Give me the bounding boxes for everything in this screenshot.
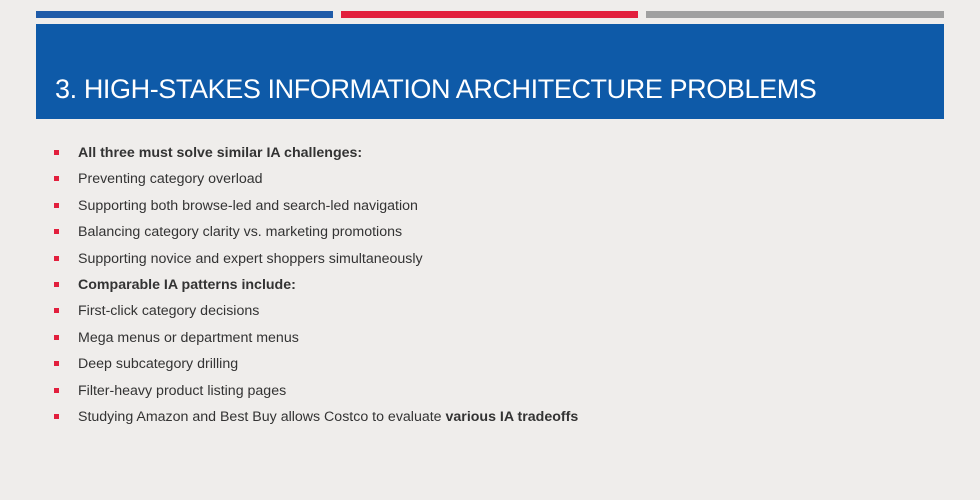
slide-title: 3. HIGH-STAKES INFORMATION ARCHITECTURE PROBLEMS — [55, 74, 817, 104]
bullet-square-icon — [54, 361, 59, 366]
bullet-text — [78, 407, 578, 427]
bullet-square-icon — [54, 256, 59, 261]
bullet-square-icon — [54, 176, 59, 181]
bullet-text: Balancing category clarity vs. marketing promotions — [78, 224, 403, 241]
bullet-text: Filter-heavy product listing pages — [78, 382, 287, 399]
list-item — [54, 381, 578, 407]
bullet-text-lead: Studying Amazon and Best Buy allows Costco to evaluate — [78, 408, 446, 425]
bullet-text: First-click category decisions — [78, 303, 260, 320]
accent-bar-gray — [646, 11, 944, 18]
bullet-text: Deep subcategory drilling — [78, 356, 239, 373]
bullet-text: Supporting both browse-led and search-led navigation — [78, 197, 418, 214]
bullet-text-emphasis: various IA tradeoffs — [445, 408, 579, 425]
bullet-square-icon — [54, 150, 59, 155]
list-item — [54, 249, 578, 275]
list-item — [54, 143, 578, 169]
list-item — [54, 275, 578, 301]
list-item — [54, 354, 578, 380]
bullet-square-icon — [54, 203, 59, 208]
bullet-text: Mega menus or department menus — [78, 329, 299, 346]
bullet-square-icon — [54, 282, 59, 287]
bullet-square-icon — [54, 414, 59, 419]
title-band — [36, 24, 944, 119]
list-item — [54, 301, 578, 327]
bullet-square-icon — [54, 388, 59, 393]
bullet-list — [54, 143, 578, 433]
accent-bar-blue — [36, 11, 333, 18]
bullet-text: Supporting novice and expert shoppers simultaneously — [78, 250, 423, 267]
list-item — [54, 196, 578, 222]
bullet-square-icon — [54, 335, 59, 340]
bullet-heading: Comparable IA patterns include: — [78, 276, 296, 293]
list-item — [54, 222, 578, 248]
bullet-heading: All three must solve similar IA challenges: — [78, 145, 363, 161]
bullet-text: Preventing category overload — [78, 171, 263, 188]
bullet-square-icon — [54, 308, 59, 313]
list-item — [54, 407, 578, 433]
list-item — [54, 169, 578, 195]
accent-bar-red — [341, 11, 638, 18]
list-item — [54, 328, 578, 354]
bullet-square-icon — [54, 229, 59, 234]
